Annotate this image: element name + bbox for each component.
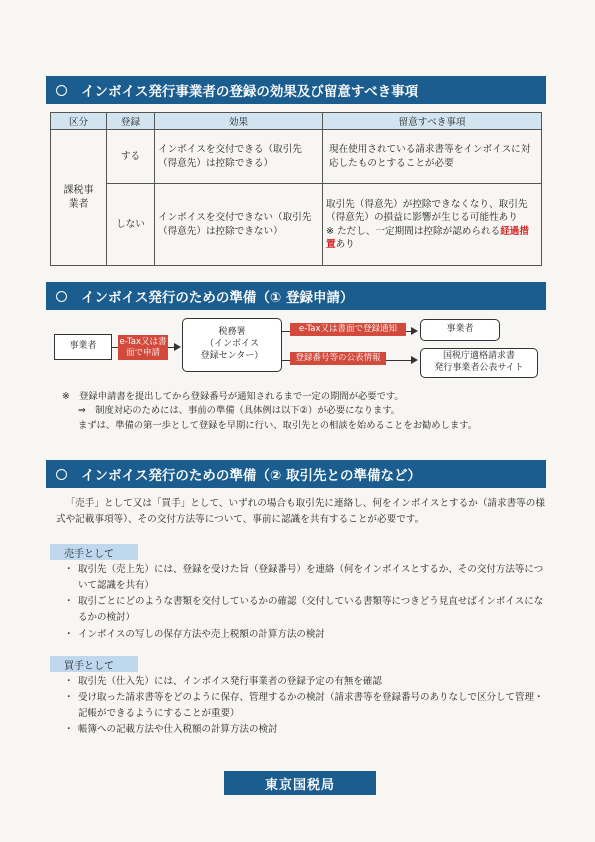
table-cell-category: 課税事業者 <box>51 130 107 266</box>
tax-office-name: 税務署 <box>218 327 246 338</box>
flow-publication-site-box <box>420 348 538 378</box>
table-header-registration: 登録 <box>107 113 155 130</box>
table-row <box>51 184 542 266</box>
table-cell-notes <box>323 184 542 266</box>
tokyo-regional-taxation-bureau-label: 東京国税局 <box>224 771 376 795</box>
table-row <box>51 130 542 184</box>
section-header-partner-preparation <box>46 460 546 488</box>
section-header-registration-application <box>46 282 546 310</box>
tax-office-sub1: （インボイス <box>205 339 259 350</box>
list-item: ・ 取引先（売上先）には、登録を受けた旨（登録番号）を連絡（何をインボイスとするか、その交付方法等について認識を共有） <box>64 562 546 594</box>
circle-icon <box>56 291 67 302</box>
seller-tag: 売手として <box>50 544 138 560</box>
list-item: ・ 帳簿への記載方法や仕入税額の計算方法の検討 <box>64 722 546 738</box>
table-cell-registration: する <box>107 130 155 184</box>
circle-icon <box>56 469 67 480</box>
table-header-notes: 留意すべき事項 <box>323 113 542 130</box>
section-title: インボイス発行のための準備（② 取引先との準備など） <box>81 468 421 484</box>
flow-recipient-box: 事業者 <box>420 319 500 341</box>
flow-label-apply: e-Tax又は書面で申請 <box>118 335 168 360</box>
notes-transition-prefix: ※ ただし、一定期間は控除が認められる <box>326 225 501 237</box>
list-item: ・ 受け取った請求書等をどのように保存、管理するかの検討（請求書等を登録番号のありなしで区分して管理・記帳ができるようにすることが重要） <box>64 690 546 722</box>
arrow-right-icon <box>174 343 181 351</box>
table-cell-effect: インボイスを交付できる（取引先（得意先）は控除できる） <box>155 130 323 184</box>
list-item: ・ インボイスの写しの保存方法や売上税額の計算方法の検討 <box>64 627 546 643</box>
flow-label-notify: e-Tax又は書面で登録通知 <box>290 323 406 336</box>
flow-applicant-box: 事業者 <box>54 334 112 360</box>
arrow-right-icon <box>411 327 418 335</box>
section-title: インボイス発行のための準備（① 登録申請） <box>81 290 354 306</box>
registration-effects-table <box>50 112 542 266</box>
table-cell-registration: しない <box>107 184 155 266</box>
circle-icon <box>56 85 67 96</box>
transition-measure-highlight: 経過措置 <box>326 225 529 250</box>
table-cell-effect: インボイスを交付できない（取引先（得意先）は控除できない） <box>155 184 323 266</box>
note-line: ⇒ 制度対応のためには、事前の準備（具体例は以下②）が必要になります。 <box>78 405 401 417</box>
table-header-category: 区分 <box>51 113 107 130</box>
note-line: まずは、準備の第一歩として登録を早期に行い、取引先との相談を始めることをお勧めします。 <box>78 419 478 431</box>
notes-transition-suffix: あり <box>335 238 355 250</box>
section-header-registration-effects <box>46 76 546 104</box>
flow-tax-office-box <box>182 318 282 372</box>
notes-transition-text <box>326 225 538 252</box>
notes-text: 取引先（得意先）が控除できなくなり、取引先（得意先）の損益に影響が生じる可能性あり <box>326 198 528 224</box>
tax-office-sub2: 登録センター） <box>200 350 264 361</box>
preparation-intro: 「売手」として又は「買手」として、いずれの場合も取引先に連絡し、何をインボイスとするか（請求書等の様式や記載事項等）、その交付方法等について、事前に認識を共有することが必要です。 <box>56 498 545 526</box>
section-title: インボイス発行事業者の登録の効果及び留意すべき事項 <box>81 84 419 100</box>
arrow-right-icon <box>411 356 418 364</box>
buyer-list <box>64 674 546 739</box>
table-header-effect: 効果 <box>155 113 323 130</box>
publication-site-line2: 発行事業者公表サイト <box>434 363 524 373</box>
note-line: ※ 登録申請書を提出してから登録番号が通知されるまで一定の期間が必要です。 <box>62 391 404 402</box>
publication-site-line1: 国税庁適格請求書 <box>442 351 515 362</box>
list-item: ・ 取引ごとにどのような書類を交付しているかの確認（交付している書類等につきどう見直せばインボイスになるかの検討） <box>64 594 546 626</box>
registration-note <box>62 390 542 433</box>
seller-list <box>64 562 546 643</box>
table-cell-notes: 現在使用されている請求書等をインボイスに対応したものとすることが必要 <box>323 130 542 184</box>
buyer-tag: 買手として <box>50 656 138 672</box>
flow-label-publish: 登録番号等の公表情報 <box>290 352 386 365</box>
list-item: ・ 取引先（仕入先）には、インボイス発行事業者の登録予定の有無を確認 <box>64 674 546 690</box>
